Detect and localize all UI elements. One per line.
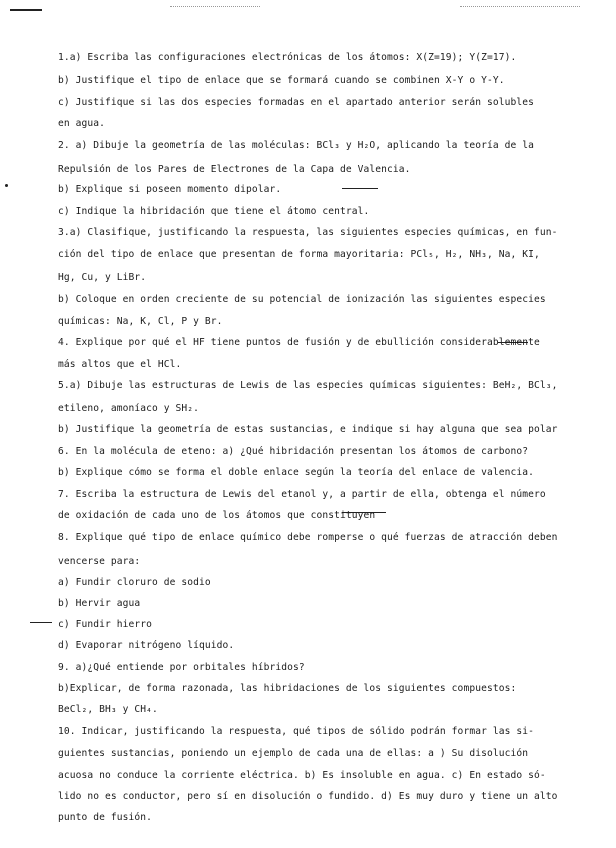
line-29: 9. a)¿Qué entiende por orbitales híbridos? xyxy=(58,662,305,673)
margin-dot xyxy=(5,184,8,187)
line-27: c) Fundir hierro xyxy=(58,619,153,630)
line-25: a) Fundir cloruro de sodio xyxy=(58,577,211,588)
line-3: c) Justifique si las dos especies formadas en el apartado anterior serán solubles xyxy=(58,97,534,108)
line-30: b)Explicar, de forma razonada, las hibridaciones de los siguientes compuestos: xyxy=(58,683,517,694)
line-6: Repulsión de los Pares de Electrones de la Capa de Valencia. xyxy=(58,164,411,175)
line-18: b) Justifique la geometría de estas sustancias, e indique si hay alguna que sea polar xyxy=(58,424,558,435)
line-33: guientes sustancias, poniendo un ejemplo de cada una de ellas: a ) Su disolución xyxy=(58,748,529,759)
line-15: más altos que el HCl. xyxy=(58,359,182,370)
line-2: b) Justifique el tipo de enlace que se formará cuando se combinen X-Y o Y-Y. xyxy=(58,75,505,86)
line-23: 8. Explique qué tipo de enlace químico debe romperse o qué fuerzas de atracción deben xyxy=(58,532,558,543)
line-17: etileno, amoníaco y SH₂. xyxy=(58,403,200,414)
line-1: 1.a) Escriba las configuraciones electrónicas de los átomos: X(Z=19); Y(Z=17). xyxy=(58,52,517,63)
margin-dash xyxy=(30,622,52,623)
line-22: de oxidación de cada uno de los átomos que constituyen xyxy=(58,510,376,521)
line-34: acuosa no conduce la corriente eléctrica. b) Es insoluble en agua. c) En estado só- xyxy=(58,770,546,781)
line-5: 2. a) Dibuje la geometría de las moléculas: BCl₃ y H₂O, aplicando la teoría de la xyxy=(58,140,534,151)
line-32: 10. Indicar, justificando la respuesta, qué tipos de sólido podrán formar las si- xyxy=(58,726,534,737)
line-20: b) Explique cómo se forma el doble enlace según la teoría del enlace de valencia. xyxy=(58,467,534,478)
line-26: b) Hervir agua xyxy=(58,598,141,609)
scan-header-noise-left xyxy=(170,6,260,15)
line-11: Hg, Cu, y LiBr. xyxy=(58,272,147,283)
line-28: d) Evaporar nitrógeno líquido. xyxy=(58,640,235,651)
line-10: ción del tipo de enlace que presentan de forma mayoritaria: PCl₅, H₂, NH₃, Na, KI, xyxy=(58,249,540,260)
scan-header-noise-right xyxy=(460,6,580,15)
line-31: BeCl₂, BH₃ y CH₄. xyxy=(58,704,158,715)
line-19: 6. En la molécula de eteno: a) ¿Qué hibridación presentan los átomos de carbono? xyxy=(58,446,529,457)
line-21: 7. Escriba la estructura de Lewis del etanol y, a partir de ella, obtenga el número xyxy=(58,489,546,500)
line-9: 3.a) Clasifique, justificando la respuesta, las siguientes especies químicas, en fun- xyxy=(58,227,558,238)
line-8: c) Indique la hibridación que tiene el átomo central. xyxy=(58,206,370,217)
line-4: en agua. xyxy=(58,118,106,129)
line-14: 4. Explique por qué el HF tiene puntos de fusión y de ebullición considerablemente xyxy=(58,337,540,348)
scan-top-left-bar xyxy=(10,9,42,11)
line-35: lido no es conductor, pero sí en disolución o fundido. d) Es muy duro y tiene un alto xyxy=(58,791,558,802)
line-24: vencerse para: xyxy=(58,556,141,567)
line-7: b) Explique si poseen momento dipolar. xyxy=(58,184,282,195)
line-36: punto de fusión. xyxy=(58,812,153,823)
line-12: b) Coloque en orden creciente de su potencial de ionización las siguientes especies xyxy=(58,294,546,305)
line-16: 5.a) Dibuje las estructuras de Lewis de las especies químicas siguientes: BeH₂, BCl₃, xyxy=(58,380,558,391)
line-13: químicas: Na, K, Cl, P y Br. xyxy=(58,316,223,327)
